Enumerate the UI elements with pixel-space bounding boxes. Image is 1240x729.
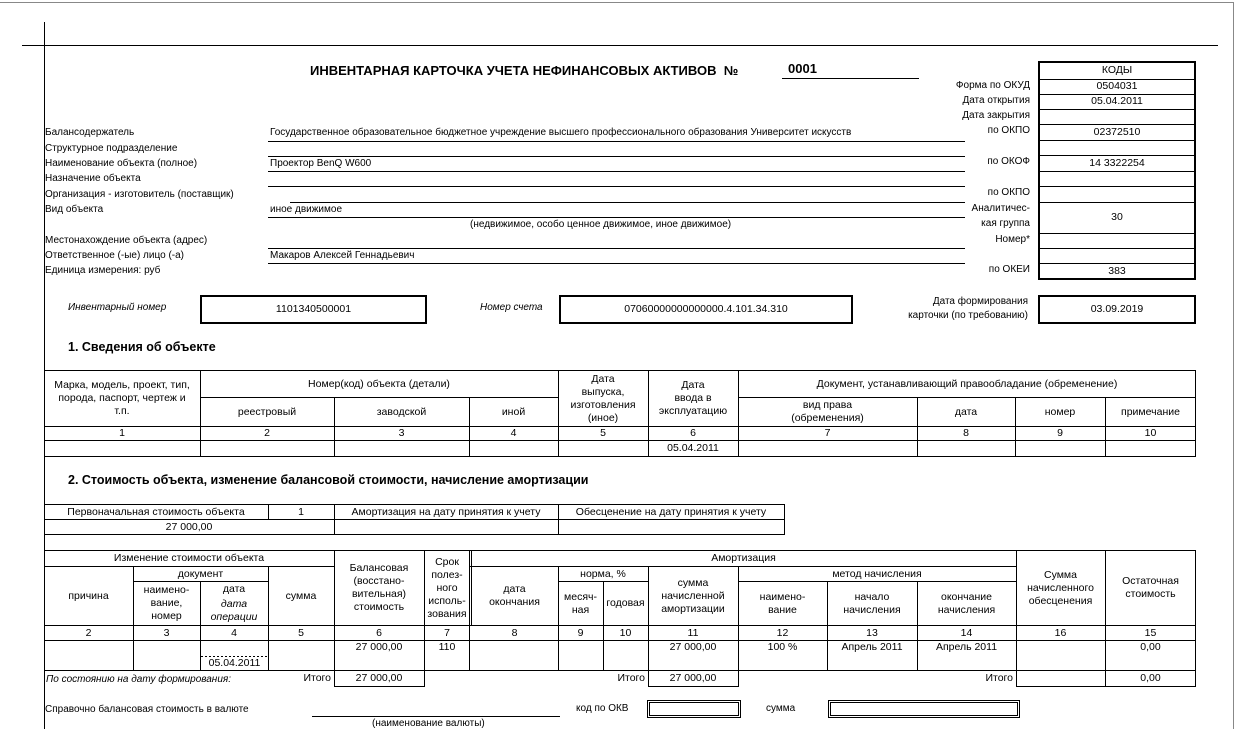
kind-label: Вид объекта	[45, 204, 104, 215]
s1-colnum: 1	[119, 427, 125, 439]
h-method: метод начисления	[832, 567, 922, 580]
currency-underline	[312, 716, 560, 717]
codes-row-label: Форма по ОКУД	[955, 80, 1030, 91]
s2-colnum: 12	[776, 626, 789, 639]
codes-row-label: Аналитичес-	[971, 203, 1030, 214]
codes-row-value: 05.04.2011	[1091, 95, 1143, 107]
name-value: Проектор BenQ W600	[270, 158, 372, 169]
h-docdate: дата	[222, 582, 246, 595]
row-methname: 100 %	[767, 641, 798, 653]
kind-hint: (недвижимое, особо ценное движимое, иное движимое)	[470, 219, 732, 230]
card-number: 0001	[788, 61, 817, 76]
h-other: иной	[501, 405, 526, 418]
codes-row-value: 14 3322254	[1089, 156, 1145, 169]
s2-colnum: 7	[444, 626, 450, 639]
h-reason: причина	[68, 589, 109, 602]
h-release: Дата выпуска, изготовления (иное)	[570, 372, 636, 424]
s2-colnum: 4	[231, 626, 237, 639]
total-balance: 27 000,00	[355, 672, 403, 684]
holder-label: Балансодержатель	[45, 127, 135, 138]
total-residual: 0,00	[1140, 672, 1161, 684]
sum-label: сумма	[766, 703, 796, 714]
section1-title: 1. Сведения об объекте	[68, 340, 216, 354]
s2-colnum: 5	[298, 626, 304, 639]
h-commission: Дата ввода в эксплуатацию	[658, 379, 728, 417]
account-value: 07060000000000000.4.101.34.310	[559, 295, 853, 324]
h-docname: наимено- вание, номер	[143, 584, 190, 622]
currency-label: Справочно балансовая стоимость в валюте	[45, 704, 249, 715]
total-label-3: Итого	[985, 672, 1013, 684]
h-norm: норма, %	[580, 567, 626, 580]
s2-colnum: 6	[376, 626, 382, 639]
account-label: Номер счета	[480, 302, 543, 313]
h-right: вид права (обременения)	[791, 399, 864, 424]
commission-date: 05.04.2011	[667, 442, 719, 454]
codes-row-value: 02372510	[1093, 125, 1141, 138]
h-num: номер	[1044, 405, 1076, 418]
h-amortsum: сумма начисленной амортизации	[661, 576, 725, 615]
h-enddate: дата окончания	[489, 583, 540, 608]
h-end: окончание начисления	[937, 590, 996, 616]
s1-colnum: 7	[824, 427, 831, 439]
codes-row-label: по ОКЕИ	[988, 264, 1030, 275]
h-docdate-op: дата операции	[210, 597, 258, 623]
amort-label: Амортизация на дату принятия к учету	[351, 505, 541, 518]
h-start: начало начисления	[843, 590, 901, 616]
h-reg: реестровый	[237, 405, 297, 418]
form-date-value: 03.09.2019	[1038, 295, 1196, 324]
h-month: месяч- ная	[564, 590, 597, 616]
h-date: дата	[954, 405, 978, 418]
division-label: Структурное подразделение	[45, 143, 178, 154]
codes-row-label: Номер*	[995, 234, 1030, 245]
h-brand: Марка, модель, проект, тип, порода, паспорт, чертеж и т.п.	[54, 379, 190, 417]
currency-hint: (наименование валюты)	[372, 718, 485, 729]
s1-colnum: 2	[264, 427, 270, 439]
state-label: По состоянию на дату формирования:	[46, 674, 231, 685]
okv-field	[647, 700, 741, 718]
name-label: Наименование объекта (полное)	[45, 158, 198, 169]
h-term: Срок полез- ного исполь- зования	[427, 555, 467, 620]
holder-value: Государственное образовательное бюджетное учреждение высшего профессионального образования Университет искусств	[270, 127, 852, 138]
s2-colnum: 15	[1144, 626, 1157, 639]
codes-row-label: кая группа	[981, 218, 1030, 229]
h-number: Номер(код) объекта (детали)	[308, 377, 450, 390]
codes-row-value: 383	[1108, 264, 1126, 277]
h-document: Документ, устанавливающий правообладание (обременение)	[816, 377, 1118, 390]
row-amortsum: 27 000,00	[669, 641, 717, 653]
row-start: Апрель 2011	[841, 641, 903, 653]
codes-row-label: по ОКПО	[987, 187, 1030, 198]
s2-colnum: 8	[511, 626, 518, 639]
codes-row-label: Дата открытия	[962, 95, 1030, 106]
page-title: ИНВЕНТАРНАЯ КАРТОЧКА УЧЕТА НЕФИНАНСОВЫХ АКТИВОВ №	[310, 63, 739, 78]
codes-row-label: Дата закрытия	[962, 110, 1030, 121]
location-label: Местонахождение объекта (адрес)	[45, 235, 208, 246]
okv-label: код по ОКВ	[576, 703, 629, 714]
total-label-2: Итого	[617, 672, 645, 684]
inv-label: Инвентарный номер	[68, 302, 167, 313]
s2-colnum: 13	[866, 626, 878, 639]
s1-colnum: 8	[963, 427, 969, 439]
inv-value: 1101340500001	[200, 295, 427, 324]
h-sum: сумма	[285, 589, 317, 602]
impair-label: Обесценение на дату принятия к учету	[575, 505, 767, 518]
s2-colnum: 14	[960, 626, 973, 639]
h-impair: Сумма начисленного обесценения	[1027, 568, 1094, 607]
s2-colnum: 2	[85, 626, 92, 639]
s1-colnum: 5	[600, 427, 606, 439]
h-methname: наимено- вание	[759, 590, 806, 616]
s2-colnum: 16	[1054, 626, 1067, 639]
h-note: примечание	[1121, 405, 1180, 418]
h-residual: Остаточная стоимость	[1122, 575, 1179, 600]
initial-label: Первоначальная стоимость объекта	[67, 505, 245, 518]
responsible-label: Ответственное (-ые) лицо (-а)	[45, 250, 184, 261]
row-end: Апрель 2011	[935, 641, 998, 653]
initial-value: 27 000,00	[165, 520, 213, 533]
codes-row-value: 0504031	[1096, 80, 1138, 92]
responsible-value: Макаров Алексей Геннадьевич	[270, 250, 415, 261]
total-label-1: Итого	[303, 672, 331, 684]
row-date: 05.04.2011	[208, 657, 261, 669]
h-year: годовая	[606, 597, 645, 609]
initial-num: 1	[298, 505, 304, 518]
codes-row-label: по ОКОФ	[987, 156, 1030, 167]
s1-colnum: 10	[1144, 427, 1157, 439]
s1-colnum: 6	[690, 427, 696, 439]
h-change: Изменение стоимости объекта	[113, 552, 265, 564]
row-residual: 0,00	[1140, 641, 1161, 653]
s2-colnum: 3	[163, 626, 170, 639]
form-date-label: Дата формирования карточки (по требованию)	[908, 296, 1028, 321]
s2-colnum: 10	[619, 626, 632, 639]
total-amort: 27 000,00	[669, 672, 717, 684]
section2-title: 2. Стоимость объекта, изменение балансовой стоимости, начисление амортизации	[68, 473, 589, 487]
codes-row-label: по ОКПО	[987, 125, 1030, 136]
s1-colnum: 9	[1057, 427, 1063, 439]
codes-title: КОДЫ	[1101, 63, 1133, 76]
h-doc: документ	[177, 567, 224, 580]
row-term: 110	[438, 641, 456, 653]
purpose-label: Назначение объекта	[45, 173, 141, 184]
s2-colnum: 9	[577, 626, 584, 639]
s1-colnum: 4	[510, 427, 517, 439]
maker-label: Организация - изготовитель (поставщик)	[45, 189, 234, 200]
codes-row-value: 30	[1111, 211, 1123, 223]
row-balance: 27 000,00	[355, 641, 403, 653]
unit-label: Единица измерения: руб	[45, 265, 161, 276]
h-balance: Балансовая (восстано- вительная) стоимость	[349, 562, 409, 613]
h-amort: Амортизация	[711, 552, 776, 564]
s2-colnum: 11	[687, 626, 699, 639]
h-factory: заводской	[376, 405, 427, 418]
sum-field	[828, 700, 1020, 718]
s1-colnum: 3	[398, 427, 405, 439]
kind-value: иное движимое	[270, 204, 343, 215]
